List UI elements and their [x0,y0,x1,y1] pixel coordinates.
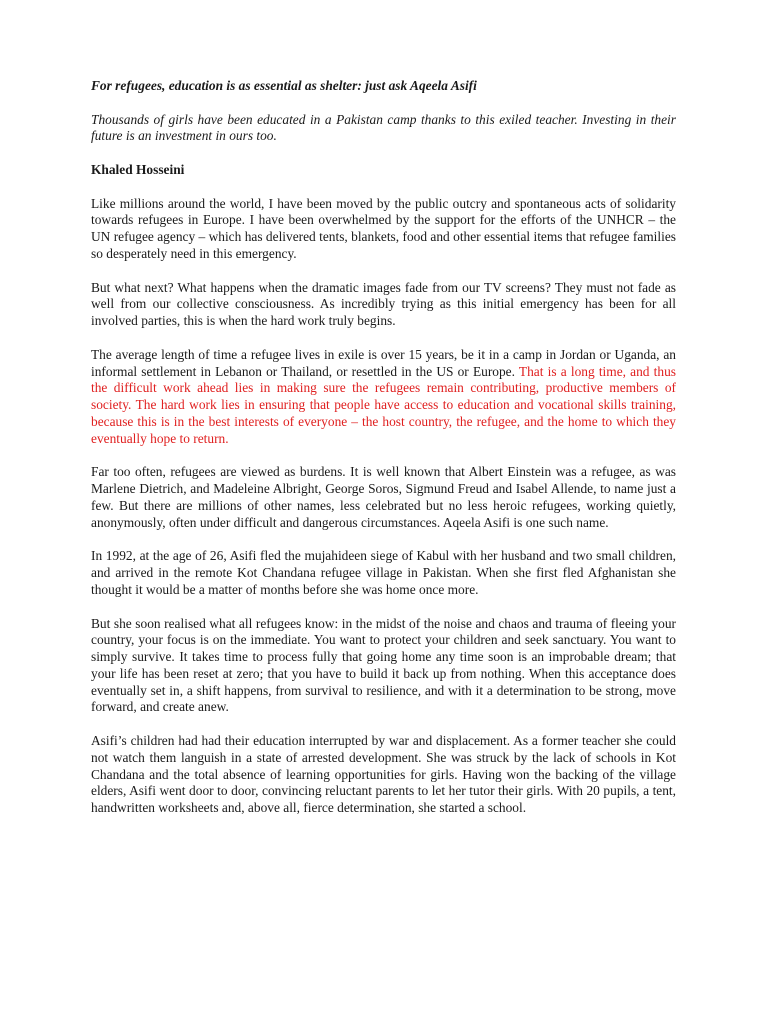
author-byline: Khaled Hosseini [91,161,185,177]
article-headline: For refugees, education is as essential as shelter: just ask Aqeela Asifi [91,78,477,93]
article-paragraph [91,347,676,448]
highlighted-text: That is a long time, and thus the difficult work ahead lies in making sure the refugees remain contributing, productive members of society. The hard work lies in ensuring that people have access to education and vocational skills training, because this is in the best interests of everyone – the host country, the refugee, and the home to which they eventually hope to return. [91,363,676,446]
article-paragraph: In 1992, at the age of 26, Asifi fled the mujahideen siege of Kabul with her husband and two small children, and arrived in the remote Kot Chandana refugee village in Pakistan. When she first fled Afghanistan she thought it would be a matter of months before she was home once more. [91,548,676,597]
article-paragraph: Asifi’s children had had their education interrupted by war and displacement. As a former teacher she could not watch them languish in a state of arrested development. She was struck by the lack of schools in Kot Chandana and the total absence of learning opportunities for girls. Having won the backing of the village elders, Asifi went door to door, convincing reluctant parents to let her tutor their girls. With 20 pupils, a tent, handwritten worksheets and, above all, fierce determination, she started a school. [91,733,676,816]
article-page [91,78,676,834]
article-paragraph: Far too often, refugees are viewed as burdens. It is well known that Albert Einstein was a refugee, as was Marlene Dietrich, and Madeleine Albright, George Soros, Sigmund Freud and Isabel Allende, to name just a few. But there are millions of other names, less celebrated but no less heroic refugees, working quietly, anonymously, often under difficult and dangerous circumstances. Aqeela Asifi is one such name. [91,464,676,530]
article-paragraph: But what next? What happens when the dramatic images fade from our TV screens? They must not fade as well from our collective consciousness. As incredibly trying as this initial emergency has been for all involved parties, this is when the hard work truly begins. [91,279,676,329]
article-standfirst: Thousands of girls have been educated in a Pakistan camp thanks to this exiled teacher. Investing in their future is an investment in ours too. [91,111,676,144]
paragraph-text: The average length of time a refugee lives in exile is over 15 years, be it in a camp in Jordan or Uganda, an informal settlement in Lebanon or Thailand, or resettled in the US or Europe. [91,346,676,379]
article-paragraph: Like millions around the world, I have been moved by the public outcry and spontaneous acts of solidarity towards refugees in Europe. I have been overwhelmed by the support for the efforts of the UNHCR – the UN refugee agency – which has delivered tents, blankets, food and other essential items that refugee families so desperately need in this emergency. [91,195,676,261]
article-paragraph: But she soon realised what all refugees know: in the midst of the noise and chaos and trauma of fleeing your country, your focus is on the immediate. You want to protect your children and seek sanctuary. You want to simply survive. It takes time to process fully that going home any time soon is an improbable dream; that your life has been reset at zero; that you have to build it back up from nothing. When this acceptance does eventually set in, a shift happens, from survival to resilience, and with it a determination to be strong, move forward, and create anew. [91,615,676,715]
